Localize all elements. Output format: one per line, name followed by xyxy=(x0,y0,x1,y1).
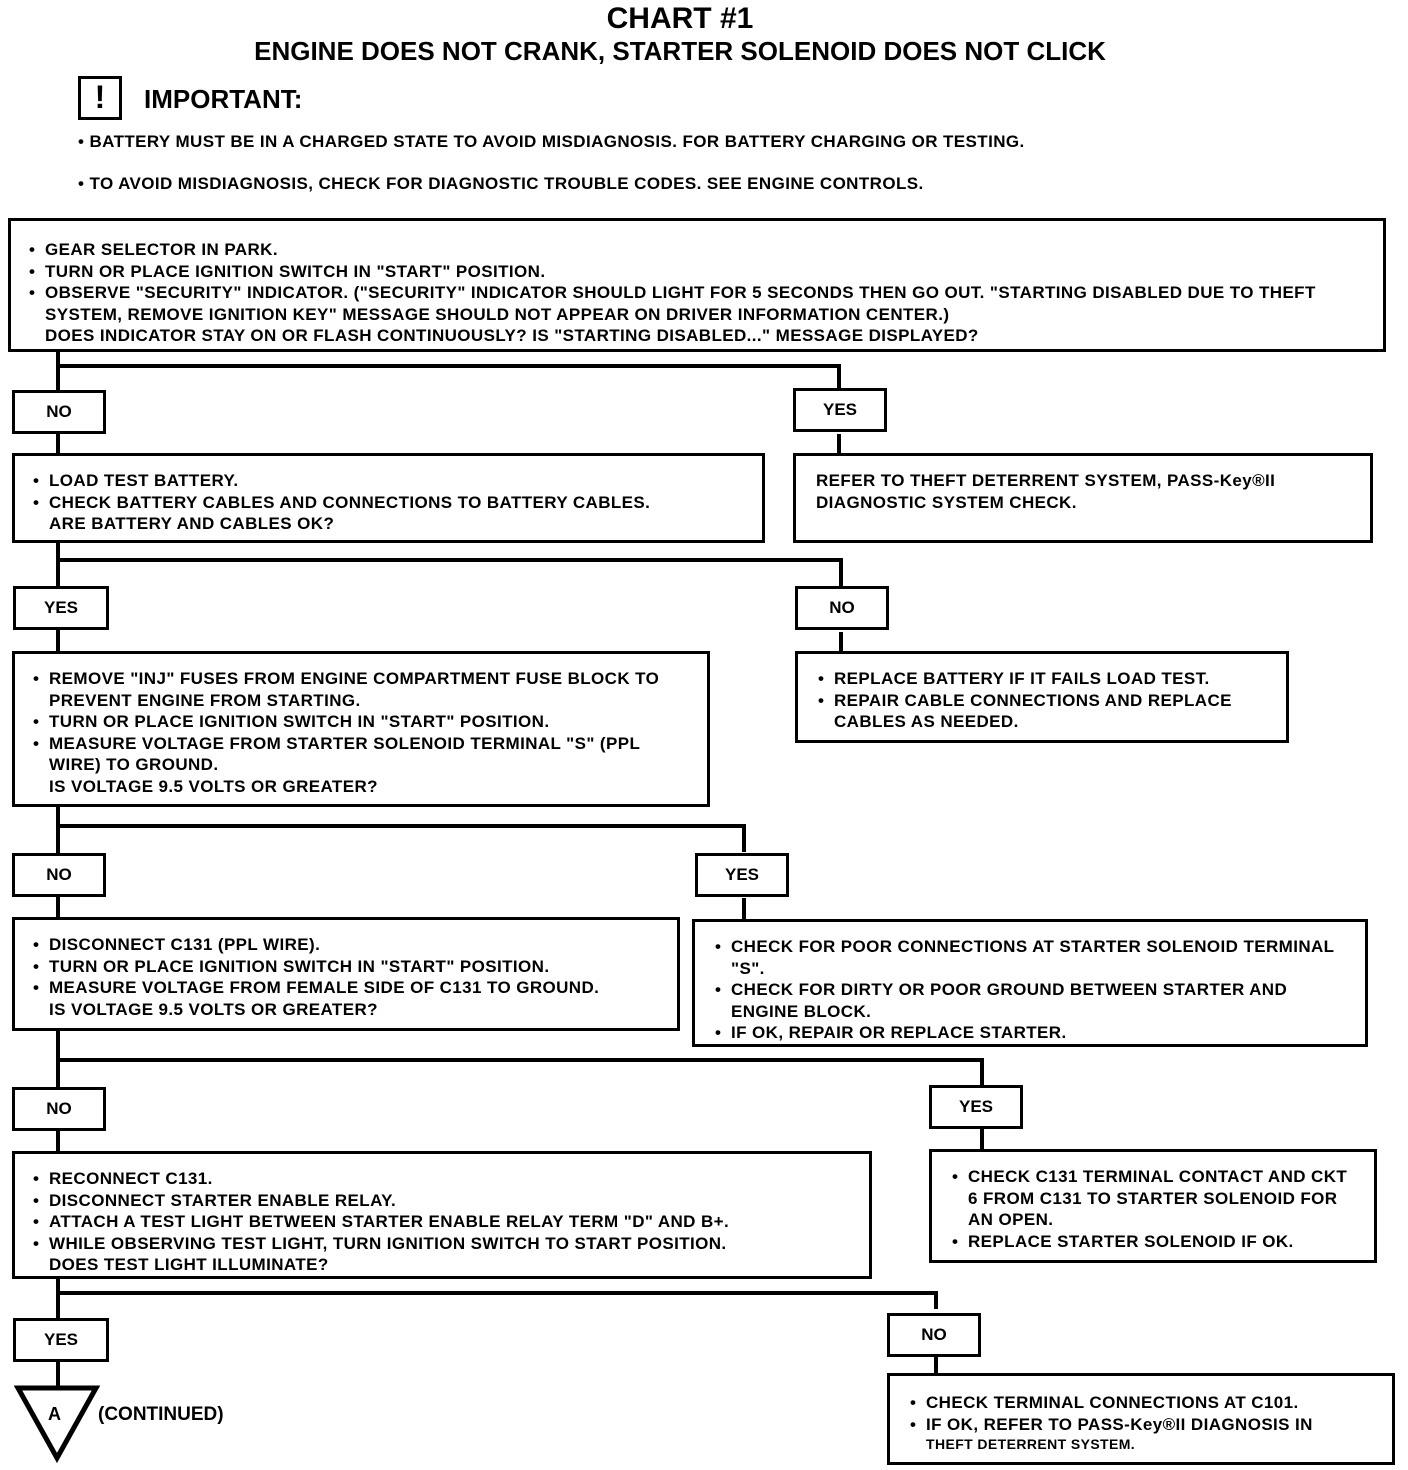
branch-line-1-drop xyxy=(837,364,841,388)
branch-line-3-drop xyxy=(742,824,746,852)
step-4-yes-result xyxy=(929,1149,1377,1263)
step-3-item: • TURN OR PLACE IGNITION SWITCH IN "START" POSITION. xyxy=(33,711,693,733)
branch-line-5-drop xyxy=(934,1291,938,1309)
step-2-no-label: NO xyxy=(795,586,889,630)
branch-line-4-drop xyxy=(980,1058,984,1086)
step-2-no-item: • REPAIR CABLE CONNECTIONS AND REPLACE CABLES AS NEEDED. xyxy=(818,690,1272,733)
step-2-no-item: • REPLACE BATTERY IF IT FAILS LOAD TEST. xyxy=(818,668,1272,690)
step-2-yes-label: YES xyxy=(13,586,109,630)
step-5-no-tail: THEFT DETERRENT SYSTEM. xyxy=(926,1436,1136,1452)
step-4-no-label: NO xyxy=(12,1087,106,1131)
step-3-yes-item: • IF OK, REPAIR OR REPLACE STARTER. xyxy=(715,1022,1351,1044)
step-1-no-label: NO xyxy=(12,390,106,434)
step-1-item: • GEAR SELECTOR IN PARK. xyxy=(29,239,1369,261)
step-5-item: • WHILE OBSERVING TEST LIGHT, TURN IGNITION SWITCH TO START POSITION. xyxy=(33,1233,855,1255)
branch-line-5 xyxy=(56,1291,938,1295)
chart-subtitle: ENGINE DOES NOT CRANK, STARTER SOLENOID DOES NOT CLICK xyxy=(254,36,1106,66)
chart-title: CHART #1 xyxy=(606,2,754,35)
step-2-item: • CHECK BATTERY CABLES AND CONNECTIONS TO BATTERY CABLES. xyxy=(33,492,748,514)
step-3-question: IS VOLTAGE 9.5 VOLTS OR GREATER? xyxy=(49,776,378,796)
step-2-question: ARE BATTERY AND CABLES OK? xyxy=(49,514,335,533)
step-1-item: • TURN OR PLACE IGNITION SWITCH IN "START" POSITION. xyxy=(29,261,1369,283)
step-4-yes-item: • CHECK C131 TERMINAL CONTACT AND CKT 6 FROM C131 TO STARTER SOLENOID FOR AN OPEN. xyxy=(952,1166,1360,1231)
step-5-yes-label: YES xyxy=(13,1318,109,1362)
step-5-box xyxy=(12,1151,872,1279)
branch-line-1-out xyxy=(837,434,841,454)
step-4-item: • DISCONNECT C131 (PPL WIRE). xyxy=(33,934,663,956)
note-1: • BATTERY MUST BE IN A CHARGED STATE TO AVOID MISDIAGNOSIS. FOR BATTERY CHARGING OR TESTING. xyxy=(78,132,1025,151)
branch-line-3-out xyxy=(742,898,746,920)
step-1-question: DOES INDICATOR STAY ON OR FLASH CONTINUOUSLY? IS "STARTING DISABLED..." MESSAGE DISPLAYED? xyxy=(45,326,979,345)
note-2: • TO AVOID MISDIAGNOSIS, CHECK FOR DIAGNOSTIC TROUBLE CODES. SEE ENGINE CONTROLS. xyxy=(78,174,924,193)
step-2-item: • LOAD TEST BATTERY. xyxy=(33,470,748,492)
branch-line-2-out xyxy=(839,632,843,652)
step-5-item: • ATTACH A TEST LIGHT BETWEEN STARTER ENABLE RELAY TERM "D" AND B+. xyxy=(33,1211,855,1233)
step-3-yes-item: • CHECK FOR POOR CONNECTIONS AT STARTER SOLENOID TERMINAL "S". xyxy=(715,936,1351,979)
step-5-no-item: • IF OK, REFER TO PASS-Key®II DIAGNOSIS IN xyxy=(910,1414,1378,1436)
step-4-item: • TURN OR PLACE IGNITION SWITCH IN "START" POSITION. xyxy=(33,956,663,978)
important-icon: ! xyxy=(78,76,122,120)
step-5-no-item: • CHECK TERMINAL CONNECTIONS AT C101. xyxy=(910,1392,1378,1414)
branch-line-2 xyxy=(56,558,843,562)
step-1-yes-label: YES xyxy=(793,388,887,432)
continued-label: (CONTINUED) xyxy=(98,1404,224,1425)
step-3-item: • REMOVE "INJ" FUSES FROM ENGINE COMPARTMENT FUSE BLOCK TO PREVENT ENGINE FROM STARTING. xyxy=(33,668,693,711)
step-4-yes-item: • REPLACE STARTER SOLENOID IF OK. xyxy=(952,1231,1360,1253)
step-3-box xyxy=(12,651,710,807)
step-2-no-result xyxy=(795,651,1289,743)
branch-line-2-drop xyxy=(839,558,843,586)
step-3-item: • MEASURE VOLTAGE FROM STARTER SOLENOID TERMINAL "S" (PPL WIRE) TO GROUND. xyxy=(33,733,693,776)
step-5-no-result xyxy=(887,1373,1395,1465)
step-2-box xyxy=(12,453,765,543)
connector-letter: A xyxy=(48,1404,61,1424)
step-3-no-label: NO xyxy=(12,853,106,897)
step-1-yes-result xyxy=(793,453,1373,543)
step-5-question: DOES TEST LIGHT ILLUMINATE? xyxy=(49,1255,329,1274)
step-5-no-label: NO xyxy=(887,1313,981,1357)
step-3-yes-result xyxy=(692,919,1368,1047)
step-4-yes-label: YES xyxy=(929,1085,1023,1129)
step-4-question: IS VOLTAGE 9.5 VOLTS OR GREATER? xyxy=(49,999,378,1019)
step-4-box xyxy=(12,917,680,1031)
branch-line-3 xyxy=(56,824,746,828)
important-label: IMPORTANT: xyxy=(144,84,303,114)
step-5-item: • DISCONNECT STARTER ENABLE RELAY. xyxy=(33,1190,855,1212)
branch-line-1 xyxy=(56,364,841,368)
step-5-item: • RECONNECT C131. xyxy=(33,1168,855,1190)
step-1-item: • OBSERVE "SECURITY" INDICATOR. ("SECURITY" INDICATOR SHOULD LIGHT FOR 5 SECONDS THEN GO OUT. "STARTING DISABLED DUE TO THEFT SYSTEM, REMOVE IGNITION KEY" MESSAGE SHOULD NOT APPEAR ON DRIVER INFORMATION CENTER.) xyxy=(29,282,1369,325)
branch-line-4-out xyxy=(980,1128,984,1150)
theft-deterrent-reference: REFER TO THEFT DETERRENT SYSTEM, PASS-Key®II DIAGNOSTIC SYSTEM CHECK. xyxy=(816,471,1276,512)
step-3-yes-label: YES xyxy=(695,853,789,897)
step-3-yes-item: • CHECK FOR DIRTY OR POOR GROUND BETWEEN STARTER AND ENGINE BLOCK. xyxy=(715,979,1351,1022)
step-1-box xyxy=(8,218,1386,352)
step-4-item: • MEASURE VOLTAGE FROM FEMALE SIDE OF C131 TO GROUND. xyxy=(33,977,663,999)
branch-line-4 xyxy=(56,1058,984,1062)
